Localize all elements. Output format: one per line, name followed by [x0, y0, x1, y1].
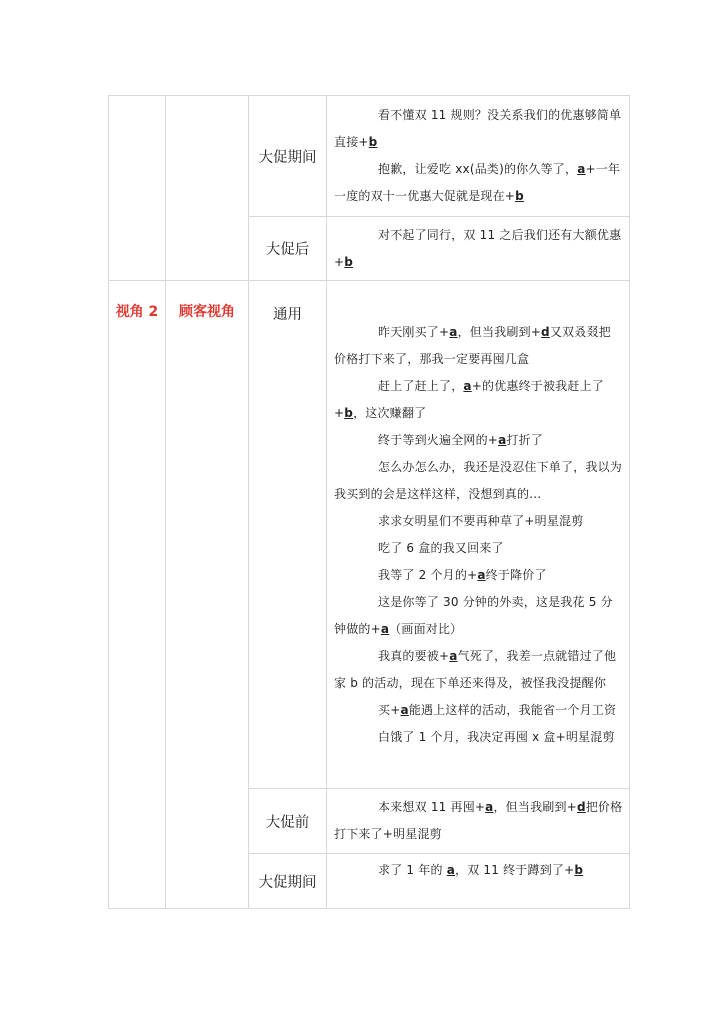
- perspective-label: 视角 2: [109, 281, 166, 909]
- phase-cell: 通用: [249, 281, 327, 789]
- copy-text: ，这次赚翻了: [353, 405, 427, 420]
- keyword-placeholder: a: [380, 621, 390, 636]
- copy-text: 白饿了 1 个月，我决定再囤 x 盒+明星混剪: [378, 729, 615, 744]
- keyword-placeholder: a: [485, 800, 494, 814]
- copy-text: 终于等到火遍全网的+: [378, 432, 499, 447]
- content-table: [108, 95, 630, 909]
- keyword-placeholder: b: [574, 863, 584, 877]
- copy-line: [334, 724, 623, 751]
- copy-line: [334, 454, 623, 508]
- copy-text: ，但当我刷到+: [457, 324, 542, 339]
- copy-line: [334, 857, 623, 884]
- copy-text: 看不懂双 11 规则？没关系我们的优惠够简单直接+: [334, 108, 622, 149]
- copy-text: 打折了: [506, 432, 543, 447]
- copy-line: [334, 319, 623, 373]
- copy-line: [334, 508, 623, 535]
- copy-text: 又双叒叕把价格打下来了，那我一定要再囤几盒: [334, 324, 611, 366]
- copy-text: ，双 11 终于蹲到了+: [455, 863, 575, 877]
- copy-line: [334, 102, 623, 156]
- copy-text: 买+: [378, 702, 401, 717]
- keyword-placeholder: b: [344, 254, 354, 269]
- copy-line: [334, 589, 623, 643]
- content-cell: [327, 281, 630, 789]
- phase-cell: 大促前: [249, 789, 327, 854]
- phase-cell: 大促期间: [249, 96, 327, 217]
- copy-text: 怎么办怎么办，我还是没忍住下单了，我以为我买到的会是这样这样，没想到真的...: [334, 459, 623, 501]
- copy-text: 把价格打下来了+明星混剪: [334, 800, 623, 841]
- copy-text: 抱歉，让爱吃 xx(品类)的你久等了，: [378, 162, 578, 176]
- copy-text: 气死了，我差一点就错过了他家 b 的活动，现在下单还来得及，被怪我没提醒你: [334, 648, 617, 690]
- keyword-placeholder: d: [576, 800, 586, 814]
- role-cell: [166, 96, 249, 281]
- phase-cell: 大促后: [249, 217, 327, 281]
- copy-text: ，但当我刷到+: [493, 800, 577, 814]
- perspective-cell: [109, 96, 166, 281]
- table-row: [109, 96, 630, 217]
- copy-line: [334, 373, 623, 427]
- copy-line: [334, 794, 623, 848]
- copy-text: 对不起了同行，双 11 之后我们还有大额优惠+: [334, 227, 622, 269]
- copy-text: 昨天刚买了+: [378, 324, 450, 339]
- copy-text: 吃了 6 盒的我又回来了: [378, 540, 504, 555]
- copy-text: 赶上了赶上了，: [378, 378, 464, 393]
- keyword-placeholder: a: [463, 378, 472, 393]
- keyword-placeholder: b: [368, 135, 378, 149]
- content-cell: [327, 217, 630, 281]
- copy-text: 这是你等了 30 分钟的外卖，这是我花 5 分钟做的+: [334, 594, 613, 636]
- keyword-placeholder: b: [515, 189, 524, 203]
- content-cell: [327, 854, 630, 909]
- keyword-placeholder: a: [498, 432, 507, 447]
- keyword-placeholder: d: [541, 324, 550, 339]
- copy-text: +一年一度的双十一优惠大促就是现在+: [334, 162, 621, 203]
- copy-text: 求了 1 年的: [378, 863, 447, 877]
- keyword-placeholder: a: [577, 162, 586, 176]
- content-cell: [327, 96, 630, 217]
- copy-text: 终于降价了: [485, 567, 547, 582]
- copy-text: （画面对比）: [389, 621, 463, 636]
- phase-cell: 大促期间: [249, 854, 327, 909]
- copy-line: [334, 562, 623, 589]
- keyword-placeholder: a: [400, 702, 409, 717]
- content-cell: [327, 789, 630, 854]
- keyword-placeholder: b: [344, 405, 354, 420]
- copy-line: [334, 697, 623, 724]
- keyword-placeholder: a: [449, 324, 458, 339]
- copy-text: 本来想双 11 再囤+: [378, 800, 486, 814]
- copy-line: [334, 643, 623, 697]
- copy-line: [334, 156, 623, 210]
- keyword-placeholder: a: [446, 863, 455, 877]
- copy-line: [334, 535, 623, 562]
- copy-line: [334, 427, 623, 454]
- copy-text: 我等了 2 个月的+: [378, 567, 478, 582]
- copy-line: [334, 222, 623, 276]
- role-label: 顾客视角: [166, 281, 249, 909]
- keyword-placeholder: a: [449, 648, 458, 663]
- keyword-placeholder: a: [477, 567, 486, 582]
- copy-text: +的优惠终于被我赶上了+: [334, 378, 604, 420]
- copy-text: 求求女明星们不要再种草了+明星混剪: [378, 513, 584, 528]
- table-row: [109, 281, 630, 789]
- copy-text: 能遇上这样的活动，我能省一个月工资: [408, 702, 617, 717]
- copy-text: 我真的要被+: [378, 648, 450, 663]
